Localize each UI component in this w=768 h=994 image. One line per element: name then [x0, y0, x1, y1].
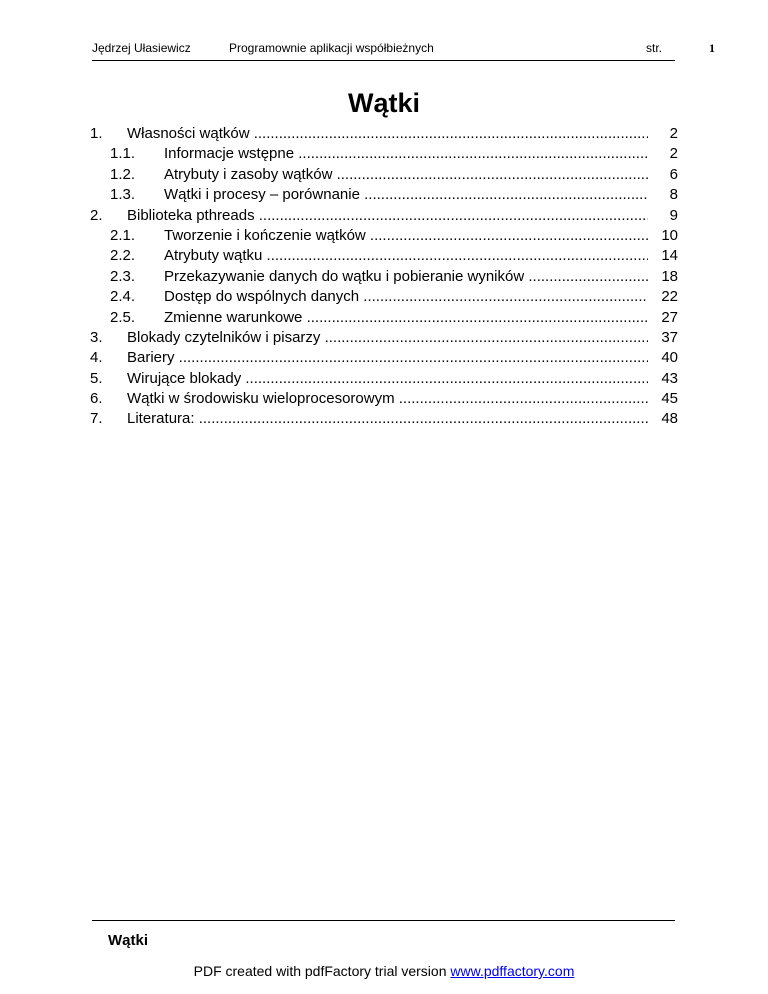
- toc-entry-number: 2.2.: [110, 247, 136, 265]
- toc-entry-number: 1.2.: [110, 165, 136, 183]
- toc-entry[interactable]: [90, 328, 678, 348]
- toc-entry-number: 2.3.: [110, 267, 136, 285]
- toc-entry[interactable]: [90, 185, 678, 205]
- toc-entry-title: Własności wątków .....: [127, 124, 648, 144]
- toc-entry-title: Literatura: .....: [127, 409, 648, 429]
- toc-entry-page: 27: [661, 308, 678, 326]
- toc-entry-page: 43: [661, 369, 678, 387]
- header-page-number: 1: [709, 41, 715, 55]
- toc-entry-page: 6: [669, 165, 678, 183]
- toc-entry-title: Wątki w środowisku wieloprocesorowym .....: [127, 389, 648, 409]
- toc-entry-page: 45: [661, 390, 678, 408]
- pdf-creator-note: [0, 963, 768, 979]
- toc-entry-number: 2.4.: [110, 288, 136, 306]
- toc-entry[interactable]: [90, 287, 678, 307]
- toc-entry[interactable]: [90, 165, 678, 185]
- toc-entry-title: Atrybuty i zasoby wątków .....: [164, 165, 648, 185]
- toc-entry-page: 2: [669, 145, 678, 163]
- toc-entry[interactable]: [90, 206, 678, 226]
- toc-entry-number: 2.1.: [110, 226, 136, 244]
- toc-entry-number: 7.: [90, 410, 103, 428]
- toc-entry-title: Biblioteka pthreads .....: [127, 206, 648, 226]
- header-author: Jędrzej Ułasiewicz: [92, 41, 191, 55]
- toc-entry-page: 37: [661, 328, 678, 346]
- toc-entry[interactable]: [90, 144, 678, 164]
- toc-entry[interactable]: [90, 226, 678, 246]
- toc-entry-title: Dostęp do wspólnych danych .....: [164, 287, 648, 307]
- header-page-label: str.: [646, 41, 663, 55]
- toc-entry[interactable]: [90, 369, 678, 389]
- page-header: [92, 40, 715, 61]
- toc-entry-page: 10: [661, 226, 678, 244]
- table-of-contents: [90, 124, 678, 430]
- toc-entry-number: 1.3.: [110, 186, 136, 204]
- footer-title: Wątki: [108, 932, 149, 949]
- toc-entry[interactable]: [90, 409, 678, 429]
- toc-entry-number: 4.: [90, 349, 103, 367]
- toc-entry[interactable]: [90, 246, 678, 266]
- toc-entry[interactable]: [90, 267, 678, 287]
- toc-entry-number: 5.: [90, 369, 103, 387]
- toc-entry-page: 8: [669, 186, 678, 204]
- header-course-title: Programownie aplikacji współbieżnych: [229, 41, 434, 55]
- toc-entry[interactable]: [90, 389, 678, 409]
- toc-entry[interactable]: [90, 308, 678, 328]
- toc-entry-title: Blokady czytelników i pisarzy .....: [127, 328, 648, 348]
- pdffactory-link[interactable]: www.pdffactory.com: [450, 963, 575, 979]
- toc-entry-number: 1.1.: [110, 145, 136, 163]
- toc-entry[interactable]: [90, 348, 678, 368]
- toc-entry-title: Wirujące blokady .....: [127, 369, 648, 389]
- toc-entry-title: Zmienne warunkowe .....: [164, 308, 648, 328]
- footer-divider: [92, 920, 675, 921]
- toc-entry-number: 1.: [90, 125, 103, 142]
- pdf-note-text: PDF created with pdfFactory trial version: [193, 963, 451, 979]
- toc-entry-page: 9: [669, 206, 678, 224]
- toc-entry-title: Wątki i procesy – porównanie .....: [164, 185, 648, 205]
- toc-entry-title: Informacje wstępne .....: [164, 144, 648, 164]
- toc-entry-page: 18: [661, 267, 678, 285]
- toc-entry-title: Przekazywanie danych do wątku i pobieranie wyników .....: [164, 267, 648, 287]
- toc-entry-page: 48: [661, 410, 678, 428]
- toc-entry[interactable]: [90, 124, 678, 144]
- toc-entry-title: Atrybuty wątku .....: [164, 246, 648, 266]
- toc-entry-number: 2.: [90, 206, 103, 224]
- toc-entry-number: 2.5.: [110, 308, 136, 326]
- toc-entry-title: Bariery .....: [127, 348, 648, 368]
- toc-entry-page: 22: [661, 288, 678, 306]
- toc-entry-page: 2: [669, 125, 678, 142]
- toc-entry-number: 6.: [90, 390, 103, 408]
- document-title: Wątki: [347, 88, 420, 118]
- toc-entry-page: 14: [661, 247, 678, 265]
- toc-entry-title: Tworzenie i kończenie wątków .....: [164, 226, 648, 246]
- toc-entry-page: 40: [661, 349, 678, 367]
- toc-entry-number: 3.: [90, 328, 103, 346]
